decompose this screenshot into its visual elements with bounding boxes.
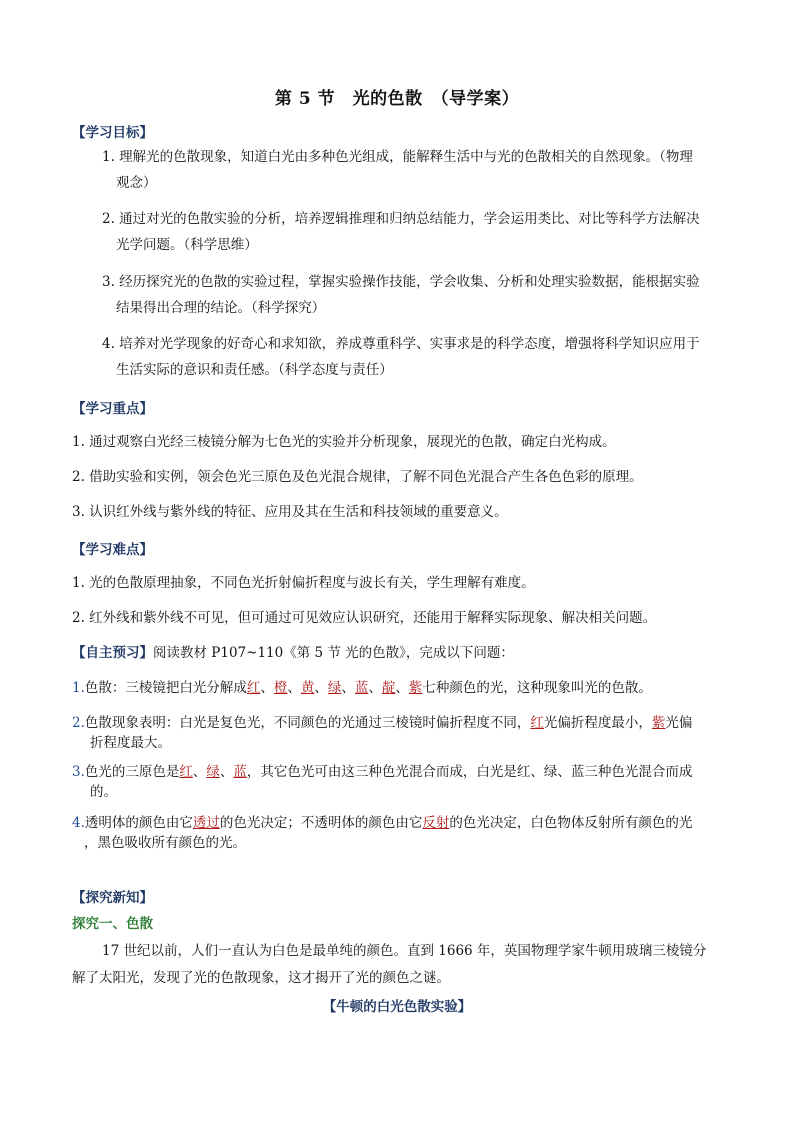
- objectives-heading: 【学习目标】: [72, 125, 153, 141]
- key-points-heading: 【学习重点】: [72, 401, 153, 417]
- q2-answer-violet: 紫: [651, 715, 666, 731]
- preview-q4-line-2: ，黑色吸收所有颜色的光。: [84, 835, 246, 851]
- explore-subheading: 探究一、色散: [72, 916, 153, 932]
- key-point-1: 1. 通过观察白光经三棱镜分解为七色光的实验并分析现象，展现光的色散，确定白光构成。: [72, 434, 616, 450]
- q2-answer-red: 红: [530, 715, 544, 731]
- objective-3-line-2: 结果得出合理的结论。（科学探究）: [116, 300, 326, 316]
- q1-sep: 、: [287, 680, 301, 696]
- objective-3-line-1: 3. 经历探究光的色散的实验过程，掌握实验操作技能，学会收集、分析和处理实验数据，能根据实验: [102, 274, 700, 290]
- q3-text-post: ，其它色光可由这三种色光混合而成，白光是红、绿、蓝三种色光混合而成: [246, 764, 693, 780]
- q1-text-pre: 色散：三棱镜把白光分解成: [84, 680, 247, 696]
- objective-2-line-1: 2. 通过对光的色散实验的分析，培养逻辑推理和归纳总结能力，学会运用类比、对比等科学方法解决: [102, 211, 700, 227]
- q2-number: 2.: [72, 715, 85, 731]
- q2-text-post: 光偏: [665, 715, 693, 731]
- q4-answer-reflect: 反射: [422, 815, 450, 831]
- explore-paragraph-line-2: 解了太阳光，发现了光的色散现象，这才揭开了光的颜色之谜。: [72, 970, 450, 986]
- q1-answer-blue: 蓝: [354, 680, 369, 696]
- q3-answer-green: 绿: [206, 764, 220, 780]
- objective-2-line-2: 光学问题。（科学思维）: [116, 237, 258, 253]
- preview-q2: [72, 713, 692, 733]
- preview-q2-line-2: 折程度最大。: [90, 735, 171, 751]
- key-point-2: 2. 借助实验和实例，领会色光三原色及色光混合规律，了解不同色光混合产生各色色彩的原理。: [72, 469, 643, 485]
- q1-sep: 、: [368, 680, 382, 696]
- objective-1-line-1: 1. 理解光的色散现象，知道白光由多种色光组成，能解释生活中与光的色散相关的自然现象。（物理: [102, 149, 693, 165]
- q1-answer-violet: 紫: [408, 680, 423, 696]
- preview-q1: [72, 678, 652, 698]
- experiment-title: 【牛顿的白光色散实验】: [322, 999, 472, 1015]
- q3-text-pre: 色光的三原色是: [84, 764, 180, 780]
- q1-answer-orange: 橙: [273, 680, 288, 696]
- explore-heading: 【探究新知】: [72, 890, 153, 906]
- q3-answer-blue: 蓝: [233, 764, 247, 780]
- difficulty-1: 1. 光的色散原理抽象，不同色光折射偏折程度与波长有关，学生理解有难度。: [72, 575, 535, 591]
- q1-sep: 、: [341, 680, 355, 696]
- objective-4-line-2: 生活实际的意识和责任感。（科学态度与责任）: [116, 362, 393, 378]
- q2-text-mid: 光偏折程度最小，: [543, 715, 652, 731]
- q3-sep: 、: [192, 764, 207, 780]
- q3-sep: 、: [219, 764, 234, 780]
- difficulty-2: 2. 红外线和紫外线不可见，但可通过可见效应认识研究，还能用于解释实际现象、解决相关问题。: [72, 610, 657, 626]
- q3-number: 3.: [72, 764, 85, 780]
- q1-text-post: 七种颜色的光，这种现象叫光的色散。: [422, 680, 652, 696]
- preview-heading: 【自主预习】: [72, 645, 153, 661]
- preview-q3: [72, 762, 692, 782]
- preview-intro: 阅读教材 P107~110《第 5 节 光的色散》，完成以下问题：: [153, 645, 514, 661]
- q2-text-pre: 色散现象表明：白光是复色光，不同颜色的光通过三棱镜时偏折程度不同，: [84, 715, 531, 731]
- q1-sep: 、: [260, 680, 274, 696]
- key-point-3: 3. 认识红外线与紫外线的特征、应用及其在生活和科技领域的重要意义。: [72, 504, 508, 520]
- explore-paragraph-line-1: 17 世纪以前，人们一直认为白色是最单纯的颜色。直到 1666 年，英国物理学家牛顿用玻璃三棱镜分: [102, 943, 707, 959]
- q1-answer-green: 绿: [327, 680, 342, 696]
- q1-answer-yellow: 黄: [300, 680, 315, 696]
- q4-text-pre: 透明体的颜色由它: [84, 815, 193, 831]
- q1-sep: 、: [314, 680, 328, 696]
- objective-4-line-1: 4. 培养对光学现象的好奇心和求知欲，养成尊重科学、实事求是的科学态度，增强将科学知识应用于: [102, 336, 700, 352]
- q4-text-mid: 的色光决定；不透明体的颜色由它: [219, 815, 423, 831]
- q3-answer-red: 红: [179, 764, 193, 780]
- q1-answer-red: 红: [246, 680, 261, 696]
- preview-q3-line-2: 的。: [90, 784, 117, 800]
- q4-number: 4.: [72, 815, 85, 831]
- q4-answer-transmit: 透过: [192, 815, 220, 831]
- objective-1-line-2: 观念）: [116, 175, 157, 191]
- q1-answer-indigo: 靛: [381, 680, 396, 696]
- page-title: 第 5 节 光的色散 （导学案）: [274, 89, 520, 109]
- preview-q4: [72, 813, 692, 833]
- difficulties-heading: 【学习难点】: [72, 542, 153, 558]
- q1-sep: 、: [395, 680, 409, 696]
- preview-heading-line: [72, 643, 514, 663]
- q1-number: 1.: [72, 680, 85, 696]
- q4-text-post: 的色光决定，白色物体反射所有颜色的光: [449, 815, 693, 831]
